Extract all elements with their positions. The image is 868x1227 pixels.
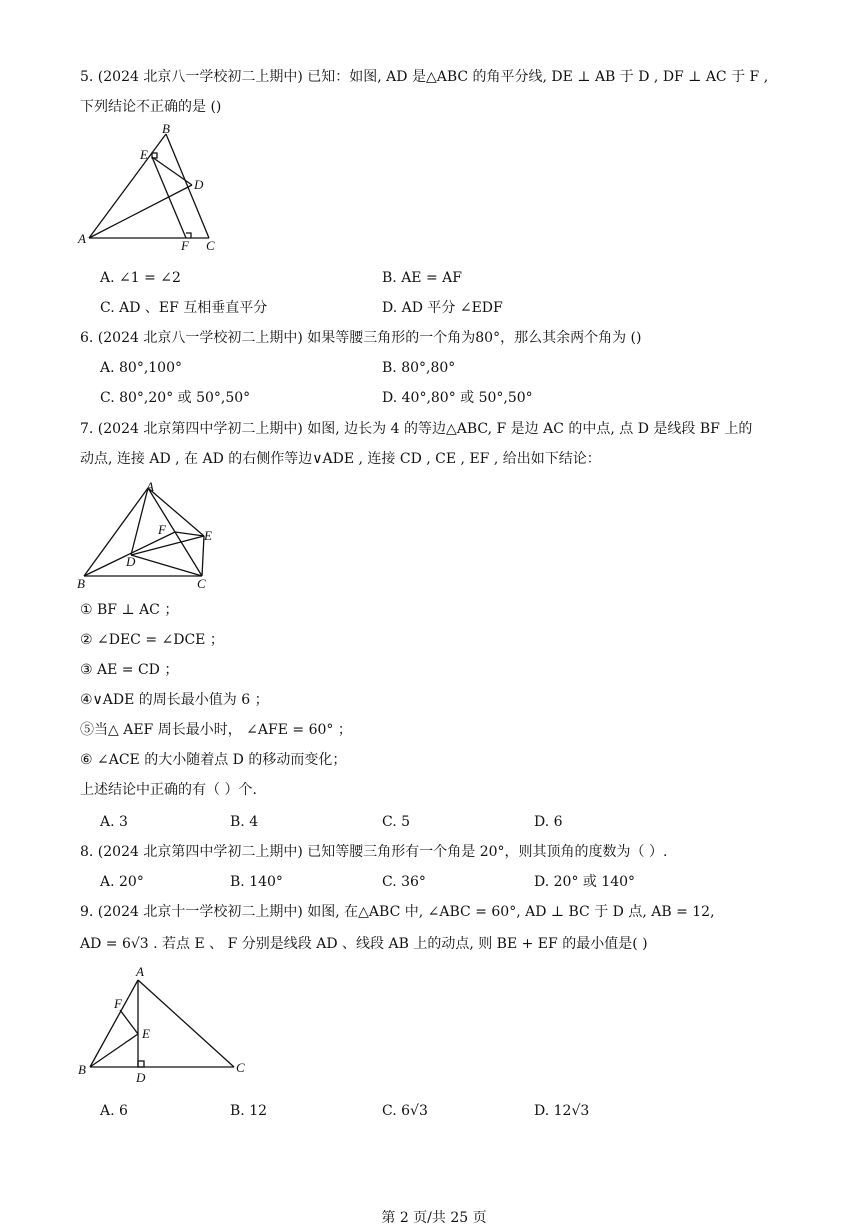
q9-label-f: F (114, 996, 122, 1011)
q9-label-b: B (78, 1062, 86, 1077)
q7-option-c[interactable]: C. 5 (382, 814, 411, 830)
q7-label-c: C (197, 576, 206, 591)
q7-label-a: A (146, 479, 154, 494)
q7-label-b: B (77, 576, 85, 591)
q7-figure (76, 478, 226, 594)
page-footer: 第 2 页/共 25 页 (381, 1210, 487, 1226)
q7-conclusion-1: ① BF ⊥ AC ； (80, 602, 179, 618)
q7-ask: 上述结论中正确的有（ ）个. (80, 782, 257, 798)
q7-label-d: D (126, 554, 136, 569)
q9-option-b[interactable]: B. 12 (230, 1103, 268, 1119)
q7-label-e: E (204, 528, 212, 543)
q6-stem: 6. (2024 北京八一学校初二上期中) 如果等腰三角形的一个角为80°，那么其余两个角为 () (80, 330, 642, 346)
q7-stem-line2: 动点, 连接 AD , 在 AD 的右侧作等边∨ADE , 连接 CD , CE , EF , 给出如下结论： (80, 451, 601, 467)
q7-conclusion-6: ⑥ ∠ACE 的大小随着点 D 的移动而变化； (80, 752, 347, 768)
q7-label-f: F (158, 522, 166, 537)
q6-option-b[interactable]: B. 80°,80° (382, 360, 456, 376)
q5-option-a[interactable]: A. ∠1 = ∠2 (100, 270, 181, 286)
q7-option-a[interactable]: A. 3 (100, 814, 128, 830)
q8-stem: 8. (2024 北京第四中学初二上期中) 已知等腰三角形有一个角是 20°，则其顶角的度数为（ ）. (80, 844, 668, 860)
q7-conclusion-5: ⑤当△ AEF 周长最小时， ∠AFE = 60° ； (80, 722, 352, 738)
q5-label-a: A (78, 231, 86, 246)
q5-figure (76, 121, 226, 259)
q5-label-b: B (162, 121, 170, 136)
q7-stem-line1: 7. (2024 北京第四中学初二上期中) 如图, 边长为 4 的等边△ABC, F 是边 AC 的中点, 点 D 是线段 BF 上的 (80, 421, 753, 437)
q5-label-d: D (194, 177, 204, 192)
q7-conclusion-4: ④∨ADE 的周长最小值为 6 ； (80, 692, 269, 708)
q9-figure (76, 962, 256, 1091)
q7-option-b[interactable]: B. 4 (230, 814, 259, 830)
q9-label-a: A (136, 964, 144, 979)
q5-option-c[interactable]: C. AD 、EF 互相垂直平分 (100, 300, 268, 316)
q6-option-c[interactable]: C. 80°,20° 或 50°,50° (100, 390, 251, 406)
q7-conclusion-3: ③ AE = CD ； (80, 662, 179, 678)
q6-option-a[interactable]: A. 80°,100° (100, 360, 182, 376)
q8-option-c[interactable]: C. 36° (382, 874, 426, 890)
q9-stem-line2: AD = 6√3 . 若点 E 、 F 分别是线段 AD 、线段 AB 上的动点, 则 BE + EF 的最小值是( ) (80, 936, 648, 952)
q6-option-d[interactable]: D. 40°,80° 或 50°,50° (382, 390, 533, 406)
q7-option-d[interactable]: D. 6 (534, 814, 563, 830)
q5-option-b[interactable]: B. AE = AF (382, 270, 462, 286)
q5-label-f: F (181, 238, 189, 253)
q7-conclusion-2: ② ∠DEC = ∠DCE ； (80, 632, 224, 648)
q9-option-d[interactable]: D. 12√3 (534, 1103, 590, 1119)
q8-option-d[interactable]: D. 20° 或 140° (534, 874, 636, 890)
q5-label-e: E (140, 147, 148, 162)
q5-stem-line1: 5. (2024 北京八一学校初二上期中) 已知：如图, AD 是△ABC 的角平分线, DE ⊥ AB 于 D , DF ⊥ AC 于 F , (80, 69, 769, 85)
q9-stem-line1: 9. (2024 北京十一学校初二上期中) 如图, 在△ABC 中, ∠ABC = 60°, AD ⊥ BC 于 D 点, AB = 12, (80, 904, 715, 920)
q9-option-a[interactable]: A. 6 (100, 1103, 128, 1119)
q8-option-b[interactable]: B. 140° (230, 874, 283, 890)
q9-option-c[interactable]: C. 6√3 (382, 1103, 428, 1119)
q9-label-e: E (142, 1026, 150, 1041)
q5-stem-line2: 下列结论不正确的是 () (80, 99, 222, 115)
q9-label-c: C (236, 1060, 245, 1075)
q5-option-d[interactable]: D. AD 平分 ∠EDF (382, 300, 503, 316)
q8-option-a[interactable]: A. 20° (100, 874, 144, 890)
q5-label-c: C (206, 238, 215, 253)
q9-label-d: D (136, 1070, 146, 1085)
